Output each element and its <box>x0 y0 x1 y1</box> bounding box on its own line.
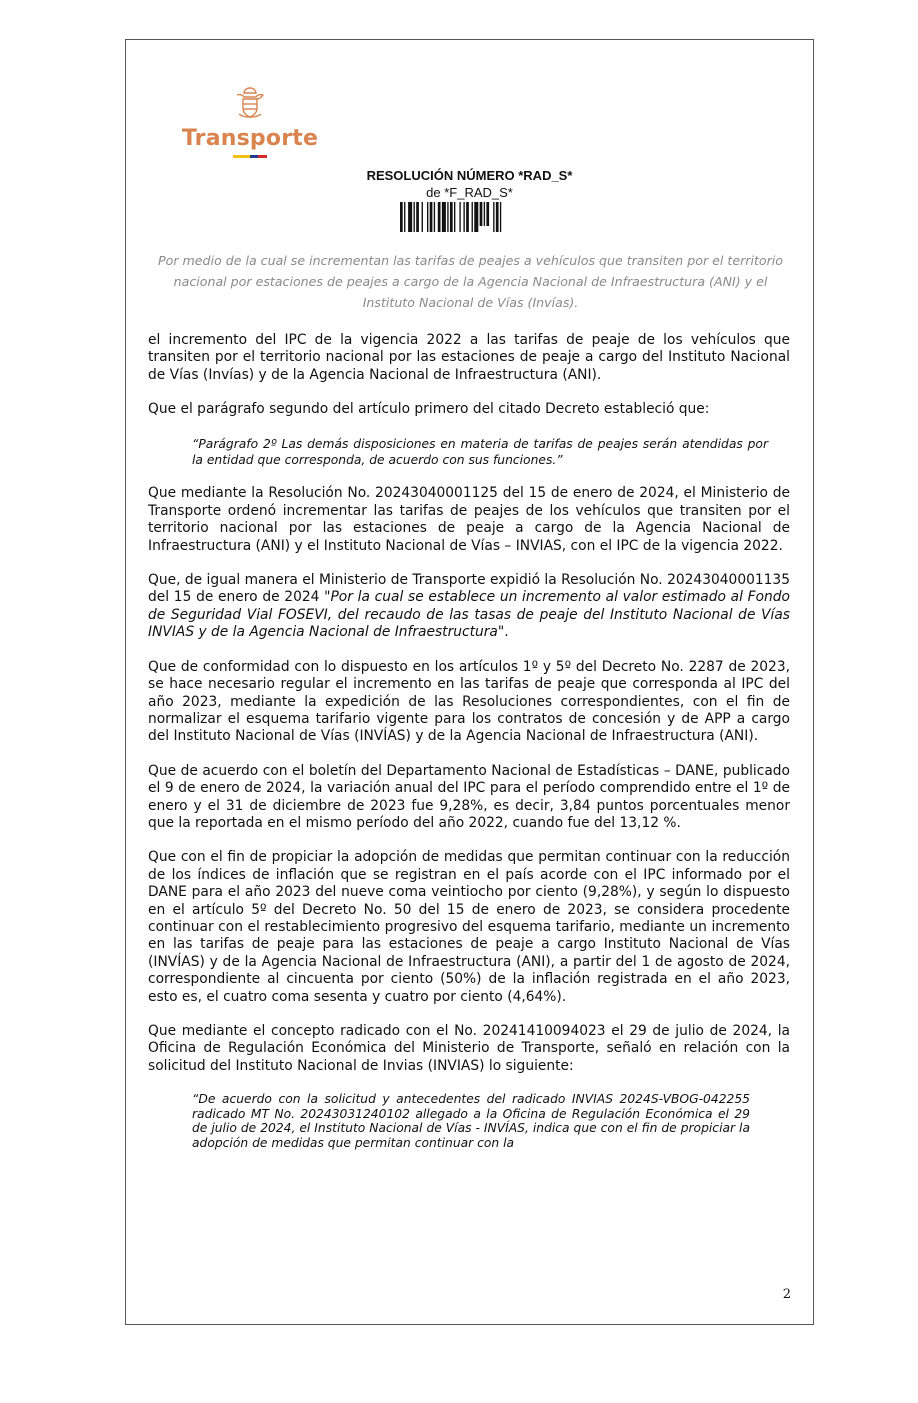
document-body <box>148 332 790 1151</box>
resolution-date: de *F_RAD_S* <box>426 185 513 200</box>
barcode-bar <box>480 202 483 226</box>
logo-text: Transporte <box>181 126 319 151</box>
paragraph: Que mediante la Resolución No. 20243040001125 del 15 de enero de 2024, el Ministerio de Transporte ordenó incrementar las tarifas de peajes de los vehículos que transiten por el territorio nacional por las estaciones de peaje a cargo de la Agencia Nacional de Infraestructura (ANI) y el Instituto Nacional de Vías – INVIAS, con el IPC de la vigencia 2022. <box>148 485 790 554</box>
barcode-bar <box>500 202 501 232</box>
barcode-bar <box>474 202 478 232</box>
paragraph <box>148 572 790 642</box>
coat-of-arms-icon <box>231 84 269 122</box>
resolution-subject: Por medio de la cual se incrementan las tarifas de peajes a vehículos que transiten por el territorio nacional por estaciones de peajes a cargo de la Agencia Nacional de Infraestructura (ANI) y el Instituto Nacional de Vías (Invías). <box>158 253 783 310</box>
paragraph: Que mediante el concepto radicado con el No. 20241410094023 el 29 de julio de 2024, la Oficina de Regulación Económica del Ministerio de Transporte, señaló en relación con la solicitud del Instituto Nacional de Invias (INVIAS) lo siguiente: <box>148 1023 790 1074</box>
paragraph: Que el parágrafo segundo del artículo primero del citado Decreto estableció que: <box>148 401 710 418</box>
page-number: 2 <box>782 1287 791 1302</box>
barcode-bar <box>442 202 446 232</box>
barcode-bar <box>463 202 464 232</box>
barcode-bar <box>459 202 460 232</box>
barcode-bar <box>404 202 405 232</box>
barcode <box>400 202 540 232</box>
barcode-bar <box>454 202 455 232</box>
barcode-bar <box>430 202 433 232</box>
cited-title: Por la cual se establece un incremento al valor estimado al Fondo de Seguridad Vial FOSEVI, del recaudo de las tasas de peaje del Instituto Nacional de Vías INVIAS y de la Agencia Nacional de Infraestructura <box>148 589 790 641</box>
barcode-bar <box>416 202 419 232</box>
resolution-title: RESOLUCIÓN NÚMERO *RAD_S* <box>366 168 573 183</box>
transporte-logo <box>180 84 320 158</box>
barcode-bar <box>400 202 403 232</box>
barcode-bar <box>466 202 469 232</box>
barcode-bar <box>484 202 485 226</box>
barcode-bar <box>486 202 489 226</box>
barcode-bar <box>496 202 499 232</box>
barcode-bar <box>434 202 435 232</box>
quote-paragraph: “De acuerdo con la solicitud y antecedentes del radicado INVIAS 2024S-VBOG-042255 radicado MT No. 20243031240102 allegado a la Oficina de Regulación Económica el 29 de julio de 2024, el Instituto Nacional de Vías - INVÍAS, indica que con el fin de propiciar la adopción de medidas que permitan continuar con la <box>192 1092 750 1150</box>
paragraph: Que con el fin de propiciar la adopción de medidas que permitan continuar con la reducción de los índices de inflación que se registran en el país acorde con el IPC informado por el DANE para el año 2023 del nueve coma veintiocho por ciento (9,28%), y según lo dispuesto en el artículo 5º del Decreto No. 50 del 15 de enero de 2023, se considera procedente continuar con el restablecimiento progresivo del esquema tarifario, mediante un incremento en las tarifas de peaje para las estaciones de peaje a cargo Instituto Nacional de Vías (INVÍAS) y de la Agencia Nacional de Infraestructura (ANI), a partir del 1 de agosto de 2024, correspondiente al cincuenta por ciento (50%) de la inflación registrada en el año 2023, esto es, el cuatro coma sesenta y cuatro por ciento (4,64%). <box>148 849 790 1005</box>
paragraph: Que de conformidad con lo dispuesto en los artículos 1º y 5º del Decreto No. 2287 de 2023, se hace necesario regular el incremento en las tarifas de peaje que corresponda al IPC del año 2023, mediante la expedición de las Resoluciones correspondientes, con el fin de normalizar el esquema tarifario vigente para los contratos de concesión y de APP a cargo del Instituto Nacional de Vías (INVÍAS) y de la Agencia Nacional de Infraestructura (ANI). <box>148 658 790 745</box>
barcode-bar <box>450 202 453 232</box>
barcode-bar <box>427 202 428 232</box>
flag-stripe <box>233 155 267 158</box>
paragraph-text: Que, de igual manera el Ministerio de Transporte expidió la Resolución No. 20243040001135 del 15 de enero de 2024 " <box>148 572 790 606</box>
barcode-bar <box>447 202 448 232</box>
document-page <box>125 39 814 1325</box>
paragraph: el incremento del IPC de la vigencia 2022 a las tarifas de peaje de los vehículos que transiten por el territorio nacional por las estaciones de peaje a cargo del Instituto Nacional de Vías (Invías) y de la Agencia Nacional de Infraestructura (ANI). <box>148 332 790 383</box>
barcode-bar <box>472 202 473 232</box>
paragraph: Que de acuerdo con el boletín del Departamento Nacional de Estadísticas – DANE, publicado el 9 de enero de 2024, la variación anual del IPC para el período comprendido entre el 1º de enero y el 31 de diciembre de 2023 fue 9,28%, es decir, 3,84 puntos porcentuales menor que la reportada en el mismo período del año 2022, cuando fue del 13,12 %. <box>148 762 790 831</box>
barcode-bar <box>493 202 494 232</box>
paragraph-text: ". <box>497 624 509 641</box>
barcode-bar <box>438 202 441 232</box>
quote-paragraph: “Parágrafo 2º Las demás disposiciones en materia de tarifas de peajes serán atendidas por la entidad que corresponda, de acuerdo con sus funciones.” <box>192 436 768 468</box>
barcode-bar <box>414 202 415 232</box>
barcode-bar <box>422 202 423 232</box>
barcode-bar <box>408 202 412 232</box>
